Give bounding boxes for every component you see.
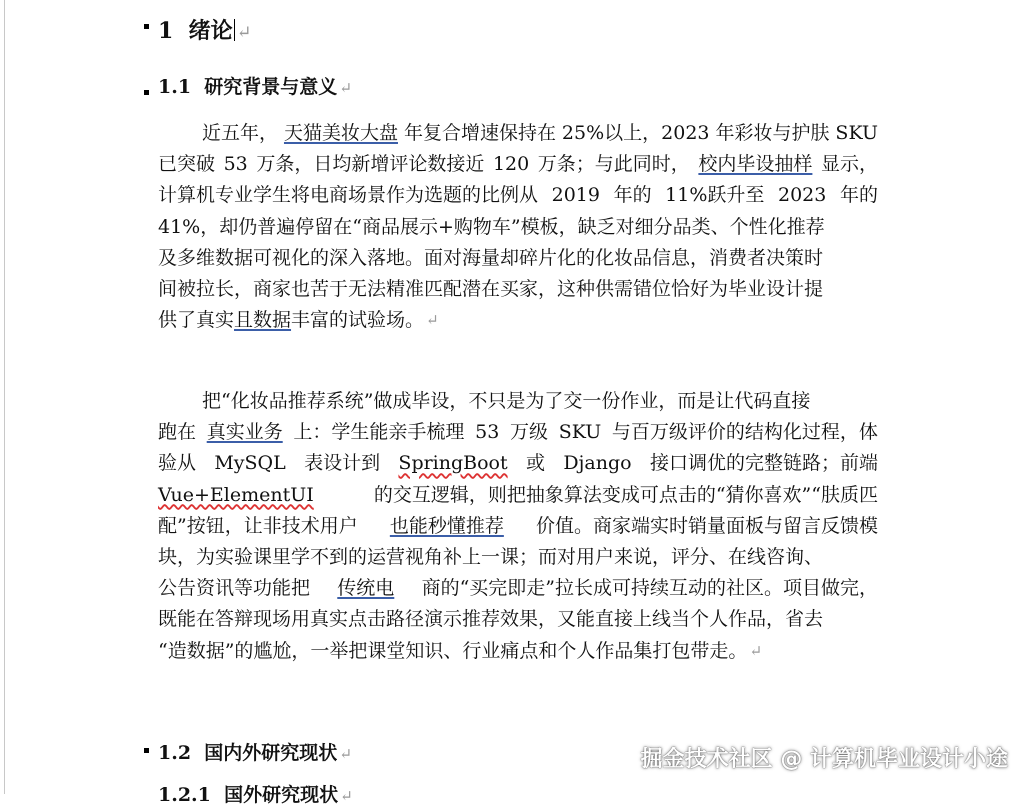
heading-1-title: 绪论	[188, 18, 233, 44]
text-run: 2019	[551, 184, 600, 207]
heading-collapse-marker[interactable]	[144, 90, 149, 95]
marked-text: 传统电	[337, 577, 395, 600]
watermark: 掘金技术社区 @ 计算机毕业设计小途	[640, 747, 1008, 772]
text-line	[158, 417, 878, 448]
text-line	[158, 118, 878, 149]
text-run: 显示，	[820, 153, 878, 176]
text-run: 年彩妆与护肤	[715, 122, 830, 144]
text-run: 价值。商家端实时销量面板与留言反馈模	[535, 514, 878, 537]
text-line	[158, 511, 878, 542]
text-run: SKU	[558, 421, 602, 444]
heading-title: 研究背景与意义	[204, 76, 338, 98]
paragraph-significance[interactable]	[158, 386, 878, 667]
text-run: 丰富的试验场。	[291, 309, 425, 332]
text-run: 53	[223, 153, 248, 176]
text-run: 验从	[158, 452, 197, 475]
heading-2-background[interactable]	[158, 72, 352, 99]
marked-text: 校内毕设抽样	[698, 153, 813, 176]
text-run: 或	[525, 452, 545, 475]
text-line	[158, 274, 878, 305]
heading-number: 1.1	[158, 76, 192, 98]
marked-text: 也能秒懂推荐	[389, 514, 504, 537]
text-run: 跑在	[158, 421, 197, 444]
heading-collapse-marker[interactable]	[144, 24, 149, 29]
heading-collapse-marker[interactable]	[144, 748, 149, 753]
text-line	[158, 149, 878, 180]
text-run: 供了真实	[158, 309, 235, 332]
text-line	[158, 180, 878, 211]
text-run: 间被拉长，商家也苦于无法精准匹配潜在买家，这种供需错位恰好为毕业设计提	[158, 277, 824, 300]
paragraph-mark: ↵	[236, 23, 252, 43]
text-run: 商的“买完即走”拉长成可持续互动的社区。项目做完，	[421, 577, 878, 600]
text-run: 配”按钮，让非技术用户	[158, 514, 358, 537]
document-page[interactable]	[140, 0, 880, 806]
text-run: 11%跃升至	[665, 184, 765, 207]
text-line	[158, 243, 878, 274]
text-run: 及多维数据可视化的深入落地。面对海量却碎片化的化妆品信息，消费者决策时	[158, 246, 824, 269]
heading-title: 国外研究现状	[224, 784, 339, 806]
paragraph-background[interactable]	[158, 118, 878, 336]
text-run: 计算机专业学生将电商场景作为选题的比例从	[158, 184, 539, 207]
text-line	[158, 305, 878, 336]
text-run: 53	[475, 421, 500, 444]
text-run: 表设计到	[304, 452, 381, 475]
text-run: 既能在答辩现场用真实点击路径演示推荐效果，又能直接上线当个人作品，省去	[158, 608, 824, 631]
text-run: 2023	[778, 184, 827, 207]
paragraph-mark: ↵	[426, 311, 439, 330]
text-line	[158, 386, 878, 417]
text-run: 年的	[839, 184, 878, 207]
paragraph-mark: ↵	[749, 641, 763, 660]
marked-text: 真实业务	[206, 421, 283, 444]
text-run: 块，为实验课里学不到的运营视角补上一课；而对用户来说，评分、在线咨询、	[158, 545, 824, 568]
text-cursor	[234, 19, 235, 41]
text-run: 近五年，	[202, 122, 279, 144]
marked-text: 天猫美妆大盘	[283, 122, 398, 144]
text-line	[158, 636, 878, 667]
text-run: 已突破	[158, 153, 216, 176]
text-run: 年复合增速保持在	[403, 122, 556, 144]
text-run: 万级	[509, 421, 548, 444]
text-run: 公告资讯等功能把	[158, 577, 311, 600]
text-run: “造数据”的尴尬，一举把课堂知识、行业痛点和个人作品集打包带走。	[158, 639, 748, 662]
text-run: 万条；与此同时，	[537, 153, 690, 176]
text-line	[158, 480, 878, 511]
text-run: 年的	[613, 184, 652, 207]
marked-text: SpringBoot	[398, 452, 508, 475]
marked-text: 且数据	[234, 309, 292, 332]
heading-number: 1.2.1	[158, 784, 211, 806]
text-line	[158, 604, 878, 635]
text-run: 与百万级评价的结构化过程，体	[611, 421, 878, 444]
paragraph-mark: ↵	[339, 745, 353, 763]
text-line	[158, 542, 878, 573]
heading-1[interactable]	[158, 14, 251, 45]
text-run: SKU	[835, 122, 878, 144]
text-line	[158, 448, 878, 479]
text-run: 接口调优的完整链路；前端	[649, 452, 878, 475]
text-run: 120	[492, 153, 530, 176]
page-left-border	[4, 0, 5, 794]
heading-2-research-status[interactable]	[158, 738, 352, 765]
text-run: 的交互逻辑，则把抽象算法变成可点击的“猜你喜欢”“肤质匹	[373, 483, 878, 506]
text-line	[158, 573, 878, 604]
paragraph-mark: ↵	[340, 787, 353, 805]
text-line	[158, 212, 878, 243]
heading-1-number: 1	[158, 18, 174, 44]
text-run: MySQL	[214, 452, 286, 475]
text-run: 41%，却仍普遍停留在“商品展示+购物车”模板，缺乏对细分品类、个性化推荐	[158, 215, 825, 238]
text-run: 万条，日均新增评论数接近	[256, 153, 485, 176]
paragraph-mark: ↵	[339, 79, 353, 97]
text-run: 上：学生能亲手梳理	[293, 421, 465, 444]
marked-text: Vue+ElementUI	[158, 483, 314, 506]
text-run: 把“化妆品推荐系统”做成毕设，不只是为了交一份作业，而是让代码直接	[202, 390, 811, 412]
heading-number: 1.2	[158, 742, 192, 764]
text-run: Django	[563, 452, 632, 475]
heading-title: 国内外研究现状	[204, 742, 338, 764]
text-run: 25%以上，2023	[561, 122, 710, 144]
